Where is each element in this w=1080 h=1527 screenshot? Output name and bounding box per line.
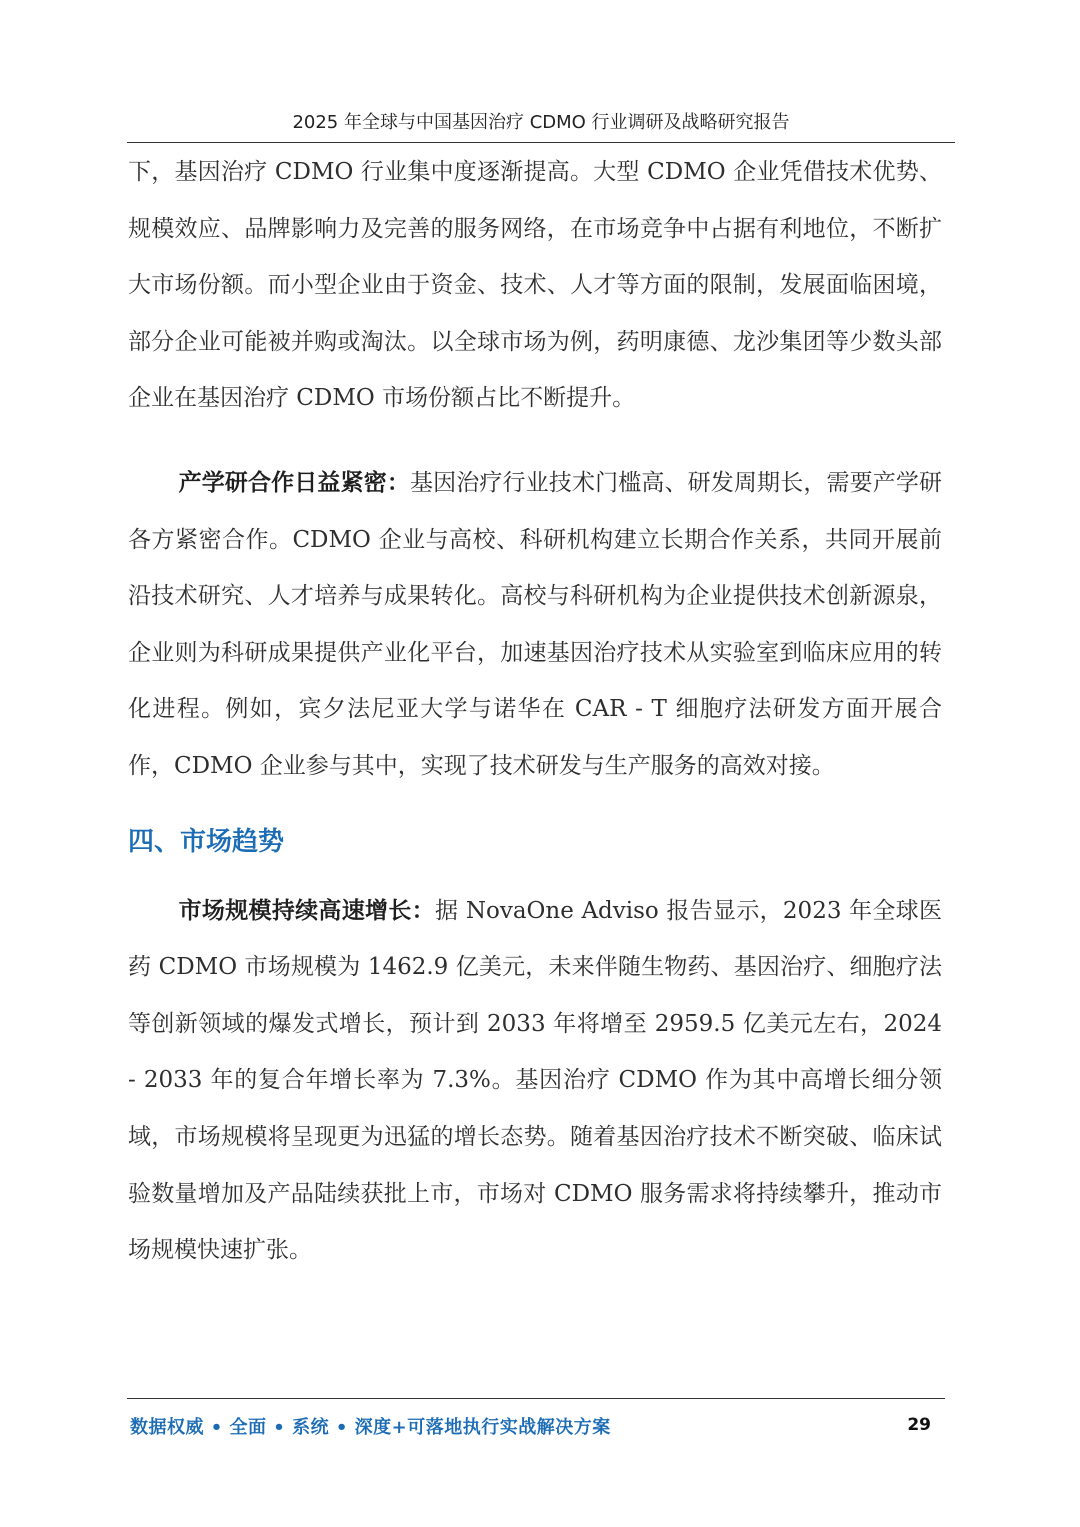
report-title: 2025 年全球与中国基因治疗 CDMO 行业调研及战略研究报告 — [292, 112, 790, 133]
paragraph-body-market-growth: 据 NovaOne Adviso 报告显示，2023 年全球医药 CDMO 市场规模为 1462.9 亿美元，未来伴随生物药、基因治疗、细胞疗法等创新领域的爆发式增长，预计到 2033 年将增至 2959.5 亿美元左右，2024 - 2033 年的复合年增长率为 7.3%。基因治疗 CDMO 作为其中高增长细分领域，市场规模将呈现更为迅猛的增长态势。随着基因治疗技术不断突破、临床试验数量增加及产品陆续获批上市，市场对 CDMO 服务需求将持续攀升，推动市场规模快速扩张。 — [128, 897, 942, 1264]
page-number: 29 — [907, 1415, 931, 1435]
paragraph-lead-market-growth: 市场规模持续高速增长： — [178, 897, 435, 924]
page-body — [128, 144, 942, 1279]
page-header — [127, 106, 955, 143]
paragraph-industry-academia-cooperation — [128, 455, 942, 795]
paragraph-market-growth — [128, 883, 942, 1279]
footer-slogan: 数据权威 • 全面 • 系统 • 深度+可落地执行实战解决方案 — [130, 1417, 611, 1438]
paragraph-body-cooperation: 基因治疗行业技术门槛高、研发周期长，需要产学研各方紧密合作。CDMO 企业与高校、科研机构建立长期合作关系，共同开展前沿技术研究、人才培养与成果转化。高校与科研机构为企业提供技术创新源泉，企业则为科研成果提供产业化平台，加速基因治疗技术从实验室到临床应用的转化进程。例如，宾夕法尼亚大学与诺华在 CAR - T 细胞疗法研发方面开展合作，CDMO 企业参与其中，实现了技术研发与生产服务的高效对接。 — [128, 469, 943, 779]
paragraph-industry-concentration: 下，基因治疗 CDMO 行业集中度逐渐提高。大型 CDMO 企业凭借技术优势、规模效应、品牌影响力及完善的服务网络，在市场竞争中占据有利地位，不断扩大市场份额。而小型企业由于资金、技术、人才等方面的限制，发展面临困境，部分企业可能被并购或淘汰。以全球市场为例，药明康德、龙沙集团等少数头部企业在基因治疗 CDMO 市场份额占比不断提升。 — [128, 159, 942, 412]
page-footer — [127, 1398, 945, 1457]
section-heading-market-trends: 四、市场趋势 — [128, 826, 285, 857]
paragraph-lead-cooperation: 产学研合作日益紧密： — [178, 469, 410, 496]
paragraph-spacer — [128, 427, 942, 455]
